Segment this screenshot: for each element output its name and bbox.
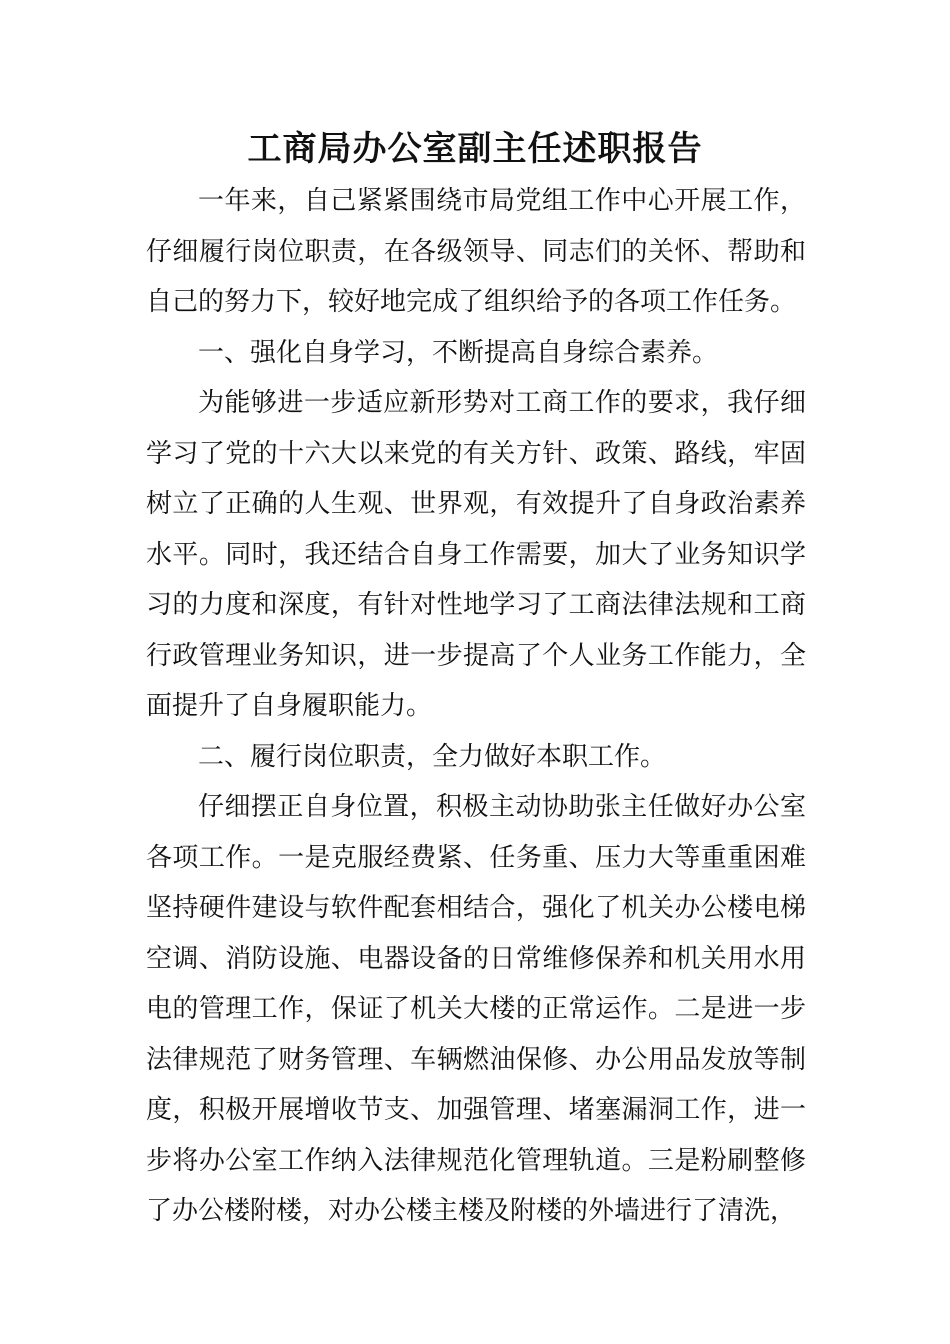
paragraph-study: 为能够进一步适应新形势对工商工作的要求，我仔细学习了党的十六大以来党的有关方针、政策、路线，牢固树立了正确的人生观、世界观，有效提升了自身政治素养水平。同时，我还结合自身工作需要，加大了业务知识学习的力度和深度，有针对性地学习了工商法律法规和工商行政管理业务知识，进一步提高了个人业务工作能力，全面提升了自身履职能力。 [146, 388, 806, 721]
paragraph-duties: 仔细摆正自身位置，积极主动协助张主任做好办公室各项工作。一是克服经费紧、任务重、压力大等重重困难坚持硬件建设与软件配套相结合，强化了机关办公楼电梯空调、消防设施、电器设备的日常维修保养和机关用水用电的管理工作，保证了机关大楼的正常运作。二是进一步法律规范了财务管理、车辆燃油保修、办公用品发放等制度，积极开展增收节支、加强管理、堵塞漏洞工作，进一步将办公室工作纳入法律规范化管理轨道。三是粉刷整修了办公楼附楼，对办公楼主楼及附楼的外墙进行了清洗， [146, 792, 806, 1226]
document-title: 工商局办公室副主任述职报告 [247, 129, 703, 169]
paragraph-intro: 一年来，自己紧紧围绕市局党组工作中心开展工作，仔细履行岗位职责，在各级领导、同志们的关怀、帮助和自己的努力下，较好地完成了组织给予的各项工作任务。 [146, 186, 806, 317]
section-heading-2: 二、履行岗位职责，全力做好本职工作。 [198, 741, 667, 772]
document-body [146, 176, 806, 1237]
section-heading-1: 一、强化自身学习，不断提高自身综合素养。 [198, 337, 719, 368]
